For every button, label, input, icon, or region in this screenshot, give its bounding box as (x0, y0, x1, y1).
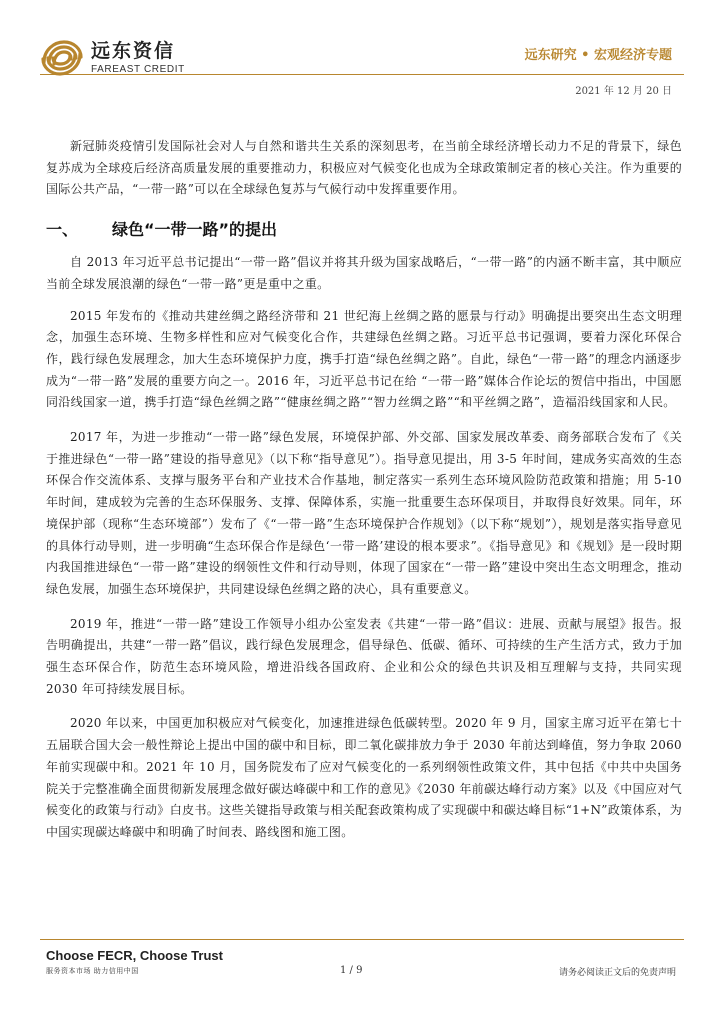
section-title: 绿色“一带一路”的提出 (112, 220, 278, 240)
footer-subtitle: 服务资本市场 助力信用中国 (46, 967, 139, 975)
report-series-title: 远东研究 • 宏观经济专题 (524, 48, 672, 63)
page-number: 1 / 9 (340, 965, 363, 976)
body-paragraph: 2019 年，推进“一带一路”建设工作领导小组办公室发表《共建“一带一路”倡议：进展、贡献与展望》报告。报告明确提出，共建“一带一路”倡议，践行绿色发展理念，倡导绿色、低碳、循环、可持续的生产生活方式，致力于加强生态环保合作，防范生态环境风险，增进沿线各国政府、企业和公众的绿色共识及相互理解与支持，共同实现 2030 年可持续发展目标。 (46, 616, 682, 696)
report-date: 2021 年 12 月 20 日 (575, 86, 672, 97)
footer-slogan: Choose FECR, Choose Trust (46, 948, 223, 963)
section-heading (46, 217, 682, 240)
body-paragraph: 2015 年发布的《推动共建丝绸之路经济带和 21 世纪海上丝绸之路的愿景与行动》明确提出要突出生态文明理念，加强生态环境、生物多样性和应对气候变化合作，共建绿色丝绸之路。习近平总书记强调，要着力深化环保合作，践行绿色发展理念，加大生态环境保护力度，携手打造“绿色丝绸之路”。自此，绿色“一带一路”的理念内涵逐步成为“一带一路”发展的重要方向之一。2016 年，习近平总书记在给 “一带一路”媒体合作论坛的贺信中指出，中国愿同沿线国家一道，携手打造“绿色丝绸之路”“健康丝绸之路”“智力丝绸之路”“和平丝绸之路”，造福沿线国家和人民。 (46, 308, 682, 410)
body-paragraph: 自 2013 年习近平总书记提出“一带一路”倡议并将其升级为国家战略后，“一带一路”的内涵不断丰富，其中顺应当前全球发展浪潮的绿色“一带一路”更是重中之重。 (46, 255, 682, 291)
fareast-logo-icon (40, 38, 84, 78)
section-number: 一、 (46, 220, 79, 240)
logo-name-en: FAREAST CREDIT (91, 64, 185, 75)
intro-paragraph: 新冠肺炎疫情引发国际社会对人与自然和谐共生关系的深刻思考，在当前全球经济增长动力不足的背景下，绿色复苏成为全球疫后经济高质量发展的重要推动力，积极应对气候变化也成为全球政策制定者的核心关注。作为重要的国际公共产品，“一带一路”可以在全球绿色复苏与气候行动中发挥重要作用。 (46, 139, 682, 197)
disclaimer-note: 请务必阅读正文后的免责声明 (558, 968, 676, 978)
body-paragraph: 2020 年以来，中国更加积极应对气候变化，加速推进绿色低碳转型。2020 年 9 月，国家主席习近平在第七十五届联合国大会一般性辩论上提出中国的碳中和目标，即二氧化碳排放力争于 2030 年前达到峰值，努力争取 2060 年前实现碳中和。2021 年 10 月，国务院发布了应对气候变化的一系列纲领性政策文件，其中包括《中共中央国务院关于完整准确全面贯彻新发展理念做好碳达峰碳中和工作的意见》《2030 年前碳达峰行动方案》以及《中国应对气候变化的政策与行动》白皮书。这些关键指导政策与相关配套政策构成了实现碳中和碳达峰目标“1+N”政策体系，为中国实现碳达峰碳中和明确了时间表、路线图和施工图。 (46, 716, 682, 839)
header-divider (40, 74, 684, 75)
body-paragraph: 2017 年，为进一步推动“一带一路”绿色发展，环境保护部、外交部、国家发展改革委、商务部联合发布了《关于推进绿色“一带一路”建设的指导意见》（以下称“指导意见”）。指导意见提出，用 3-5 年时间，建成务实高效的生态环保合作交流体系、支撑与服务平台和产业技术合作基地，制定落实一系列生态环境风险防范政策和措施；用 5-10 年时间，建成较为完善的生态环保服务、支撑、保障体系，实施一批重要生态环保项目，并取得良好效果。同年，环境保护部（现称“生态环境部”）发布了《“一带一路”生态环境保护合作规划》（以下称“规划”），规划是落实指导意见的具体行动导则，进一步明确“生态环保合作是绿色‘一带一路’建设的根本要求”。《指导意见》和《规划》是一段时期内我国推进绿色“一带一路”建设的纲领性文件和行动导则，体现了国家在“一带一路”建设中突出生态文明理念，推动绿色发展，加强生态环境保护，共同建设绿色丝绸之路的决心，具有重要意义。 (46, 430, 682, 596)
footer-divider (40, 939, 684, 940)
logo-name-cn: 远东资信 (91, 40, 176, 62)
company-logo (40, 38, 185, 78)
main-content (46, 136, 682, 844)
